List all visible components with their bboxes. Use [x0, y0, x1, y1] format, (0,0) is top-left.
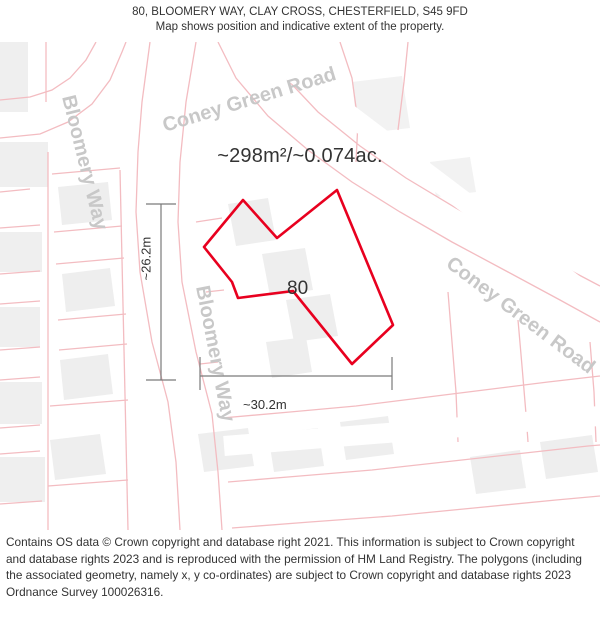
road-label-bloomery-way-top: Bloomery Way [57, 92, 112, 233]
page-title: 80, BLOOMERY WAY, CLAY CROSS, CHESTERFIELD, S45 9FD [132, 6, 468, 18]
area-label: ~298m²/~0.074ac. [217, 145, 383, 167]
page-subtitle: Map shows position and indicative extent of the property. [155, 21, 445, 33]
copyright-notice: Contains OS data © Crown copyright and database right 2021. This information is subject to Crown copyright and database rights 2023 and is reproduced with the permission of HM Land Registry. The polygons (including the associated geometry, namely x, y co-ordinates) are subject to Crown copyright and database rights 2023 Ordnance Survey 100026316. [6, 535, 582, 599]
road-label-coney-green-road-top: Coney Green Road [160, 63, 339, 137]
road-label-bloomery-way-left: Bloomery Way [191, 283, 240, 424]
road-label-coney-green-road-right: Coney Green Road [441, 252, 600, 379]
plot-number-label: 80 [287, 278, 309, 299]
dimension-vertical-label: ~26.2m [138, 236, 154, 281]
dimension-horizontal-label: ~30.2m [243, 397, 287, 412]
map-canvas[interactable] [0, 42, 600, 530]
page-header [0, 0, 600, 42]
